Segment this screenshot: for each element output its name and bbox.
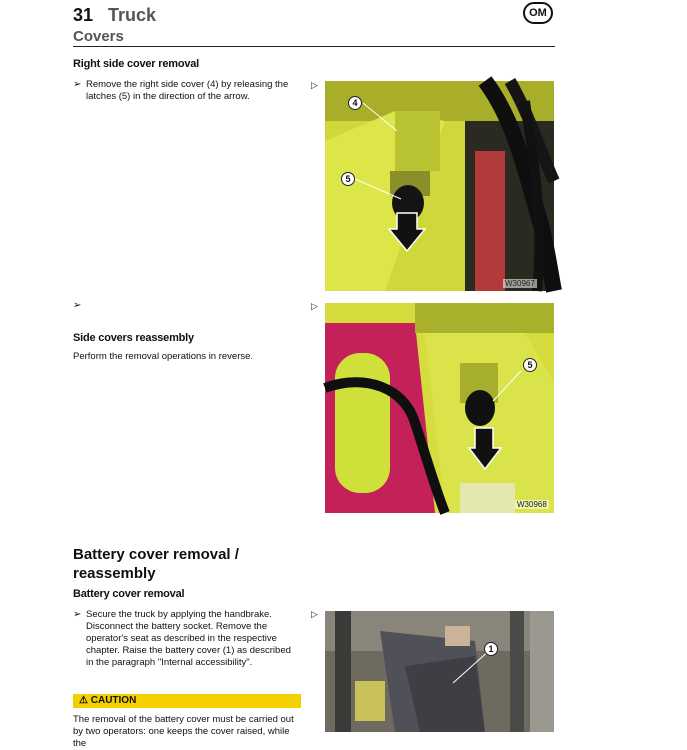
photo-battery-cover [325, 611, 554, 732]
callout-5: 5 [341, 172, 355, 186]
heading-battery-cover-removal: Battery cover removal [73, 588, 185, 600]
bullet-icon: ➢ [73, 609, 82, 620]
instruction-battery: Secure the truck by applying the handbrake. Disconnect the battery socket. Remove the operator's seat as described in the respective chapter. Raise the battery cover (1) as described in the paragraph "Internal accessibility". [86, 609, 291, 668]
bullet-icon: ➢ [73, 300, 82, 311]
photo-side-covers-reassembly [325, 303, 554, 513]
triangle-icon: ▷ [311, 80, 318, 90]
heading-right-side-cover: Right side cover removal [73, 58, 200, 70]
page-number: 31 [73, 5, 94, 25]
heading-battery-cover: Battery cover removal / reassembly [73, 546, 239, 582]
photo-code: W30968 [517, 500, 547, 509]
instruction-right-side: Remove the right side cover (4) by releasing the latches (5) in the direction of the arrow. [86, 79, 289, 102]
bullet-icon: ➢ [73, 79, 82, 90]
callout-4: 4 [348, 96, 362, 110]
heading-side-covers-reassembly: Side covers reassembly [73, 332, 194, 344]
section-title: Covers [73, 28, 124, 45]
caution-text: The removal of the battery cover must be carried out by two operators: one keeps the cover raised, while the [73, 714, 294, 749]
photo-right-side-cover [325, 81, 554, 291]
photo-side-covers-reassembly-image [325, 303, 554, 513]
triangle-icon: ▷ [311, 609, 318, 619]
callout-1: 1 [484, 642, 498, 656]
photo-code: W30967 [505, 279, 535, 288]
triangle-icon: ▷ [311, 301, 318, 311]
caution-label: CAUTION [90, 695, 137, 706]
warning-icon: ⚠ [79, 695, 88, 706]
callout-5: 5 [523, 358, 537, 372]
caution-banner [73, 694, 301, 708]
reassembly-text: Perform the removal operations in reverse. [73, 351, 254, 362]
chapter-title: Truck [108, 5, 157, 25]
header-rule [73, 46, 555, 47]
photo-battery-cover-image [325, 611, 554, 732]
photo-right-side-cover-image [325, 81, 554, 291]
om-logo: OM [523, 2, 553, 24]
